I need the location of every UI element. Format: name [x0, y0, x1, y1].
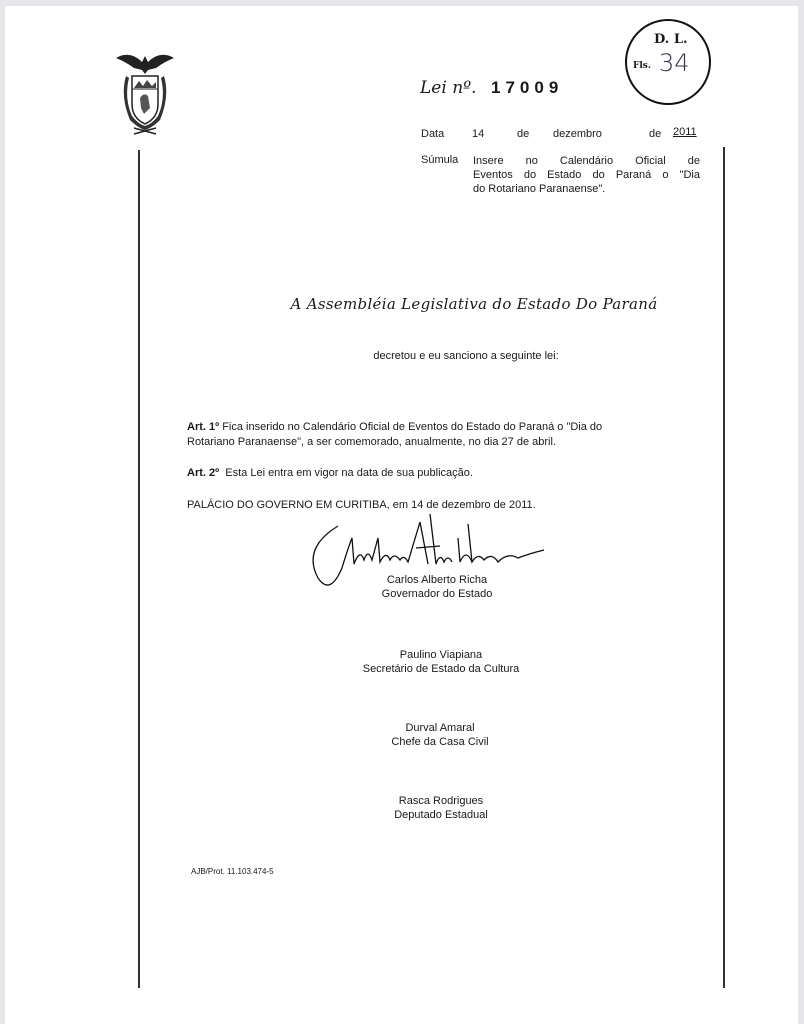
signatory-title: Deputado Estadual	[394, 809, 488, 821]
signatory-block	[382, 573, 493, 601]
article-1-label: Art. 1º	[187, 421, 220, 433]
signatory-name: Carlos Alberto Richa	[386, 574, 488, 586]
signatory-title: Chefe da Casa Civil	[391, 736, 489, 748]
article-1-text: Fica inserido no Calendário Oficial de Eventos do Estado do Paraná o "Dia do	[222, 421, 603, 433]
summary-line: Eventos do Estado do Paraná o "Dia	[473, 169, 700, 181]
protocol-number: AJB/Prot. 11.103.474-5	[191, 867, 274, 876]
date-year: 2011	[673, 126, 697, 138]
article-2	[187, 467, 473, 479]
summary-line: Insere no Calendário Oficial de	[473, 155, 700, 167]
coat-of-arms-emblem	[108, 48, 182, 136]
left-margin-line	[138, 150, 140, 988]
signatory-name: Rasca Rodrigues	[398, 795, 484, 807]
summary-line: do Rotariano Paranaense".	[473, 183, 606, 195]
right-margin-line	[723, 147, 725, 988]
registration-stamp	[625, 19, 711, 105]
signatory-name: Paulino Viapiana	[399, 649, 483, 661]
signatory-block	[391, 721, 488, 749]
date-de-1: de	[517, 128, 530, 140]
signatory-title: Governador do Estado	[381, 588, 493, 600]
law-number: 17009	[491, 78, 564, 97]
law-title	[420, 78, 563, 98]
signatory-block	[363, 648, 520, 676]
signatory-title: Secretário de Estado da Cultura	[362, 663, 520, 675]
stamp-page-number: 34	[659, 49, 690, 77]
law-label: Lei nº.	[420, 78, 477, 98]
assembly-heading: A Assembléia Legislativa do Estado Do Paraná	[290, 295, 658, 313]
signatory-block	[394, 794, 488, 822]
article-2-label: Art. 2º	[187, 467, 220, 479]
date-de-2: de	[649, 128, 662, 140]
closing-line: PALÁCIO DO GOVERNO EM CURITIBA, em 14 de dezembro de 2011.	[187, 499, 536, 511]
stamp-prefix: Fls.	[633, 61, 652, 71]
signatory-name: Durval Amaral	[405, 722, 475, 734]
date-month: dezembro	[553, 128, 602, 140]
stamp-title: D. L.	[654, 32, 688, 47]
summary-text	[473, 154, 700, 196]
date-label: Data	[421, 128, 445, 140]
summary-label: Súmula	[421, 154, 459, 166]
article-2-text: Esta Lei entra em vigor na data de sua publicação.	[225, 467, 473, 479]
decree-line: decretou e eu sanciono a seguinte lei:	[373, 350, 559, 362]
article-1	[187, 420, 602, 450]
article-1-text-cont: Rotariano Paranaense", a ser comemorado, anualmente, no dia 27 de abril.	[187, 436, 556, 448]
date-day: 14	[472, 128, 485, 140]
